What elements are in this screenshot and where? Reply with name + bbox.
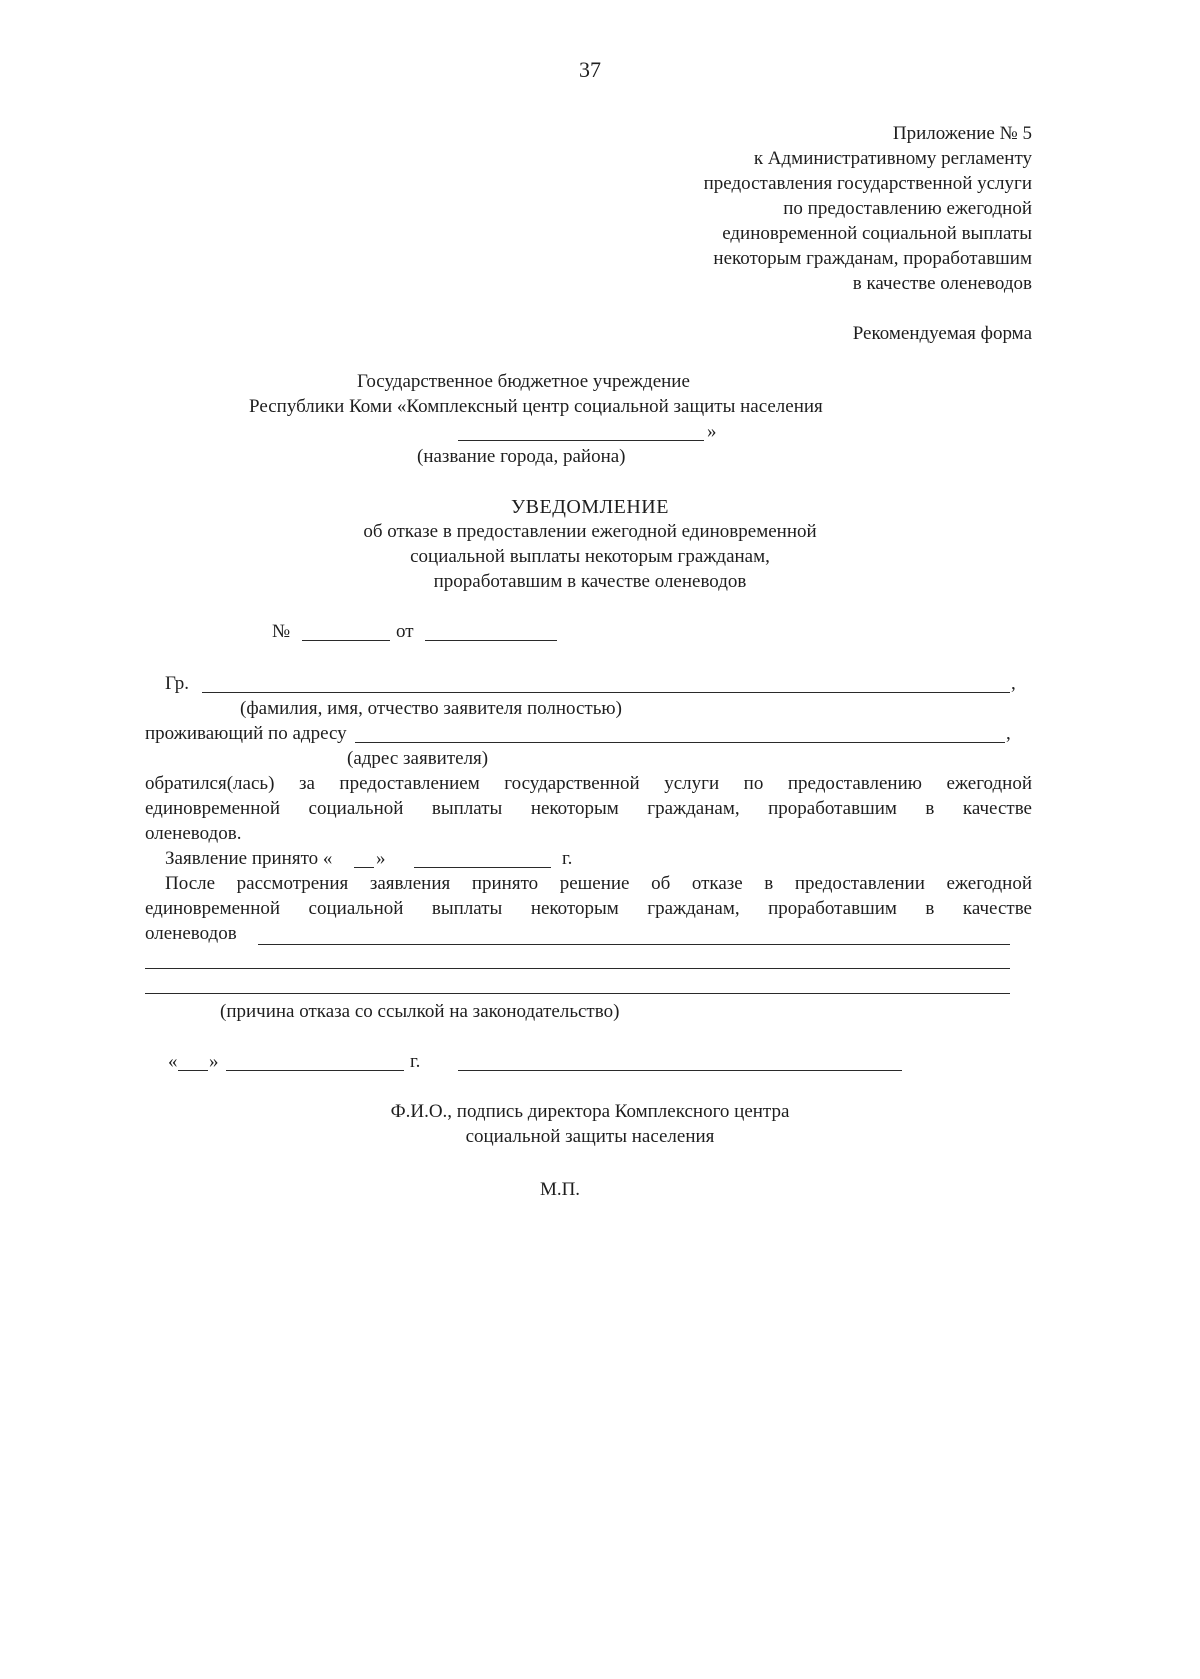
body-p1-line3: оленеводов. [145, 823, 242, 844]
appendix-line: единовременной социальной выплаты [722, 223, 1032, 244]
body-p2-line3: оленеводов [145, 923, 237, 944]
body-p2-line2: единовременной социальной выплаты некоторым гражданам, проработавшим в качестве [145, 898, 1032, 919]
sign-date-open-quote: « [168, 1051, 178, 1072]
appendix-line: некоторым гражданам, проработавшим [713, 248, 1032, 269]
accepted-day-blank [354, 867, 374, 868]
reason-blank-1 [258, 944, 1010, 945]
appendix-line: по предоставлению ежегодной [783, 198, 1032, 219]
notice-title: УВЕДОМЛЕНИЕ [511, 496, 669, 518]
appendix-line: в качестве оленеводов [852, 273, 1032, 294]
stamp-place-label: М.П. [539, 1179, 581, 1200]
recommended-form-label: Рекомендуемая форма [852, 323, 1032, 344]
signature-blank [458, 1070, 902, 1071]
address-prefix: проживающий по адресу [145, 723, 347, 744]
city-blank [458, 440, 704, 441]
citizen-comma: , [1011, 673, 1016, 694]
appendix-line: Приложение № 5 [892, 123, 1032, 144]
signature-caption-1: Ф.И.О., подпись директора Комплексного центра [390, 1101, 790, 1122]
sign-year-suffix: г. [410, 1051, 421, 1072]
accepted-month-blank [414, 867, 551, 868]
notice-subtitle-3: проработавшим в качестве оленеводов [433, 571, 747, 592]
city-caption: (название города, района) [417, 446, 626, 467]
notice-subtitle-2: социальной выплаты некоторым гражданам, [410, 546, 770, 567]
body-p1-line2: единовременной социальной выплаты некоторым гражданам, проработавшим в качестве [145, 798, 1032, 819]
address-blank [355, 742, 1005, 743]
number-sign: № [272, 621, 291, 642]
reason-caption: (причина отказа со ссылкой на законодательство) [220, 1001, 620, 1022]
reason-blank-3 [145, 993, 1010, 994]
address-caption: (адрес заявителя) [347, 748, 489, 769]
page-number: 37 [579, 57, 601, 82]
citizen-caption: (фамилия, имя, отчество заявителя полностью) [240, 698, 622, 719]
date-blank [425, 640, 557, 641]
signature-caption-2: социальной защиты населения [465, 1126, 715, 1147]
date-from-label: от [396, 621, 414, 642]
body-p1-line1: обратился(лась) за предоставлением государственной услуги по предоставлению ежегодной [145, 773, 1032, 794]
number-blank [302, 640, 390, 641]
reason-blank-2 [145, 968, 1010, 969]
appendix-line: предоставления государственной услуги [703, 173, 1032, 194]
accepted-mid: » [376, 848, 386, 869]
sign-month-blank [226, 1070, 404, 1071]
citizen-name-blank [202, 692, 1010, 693]
address-comma: , [1006, 723, 1011, 744]
sign-date-close-quote: » [209, 1051, 219, 1072]
citizen-prefix: Гр. [165, 673, 190, 694]
appendix-line: к Административному регламенту [753, 148, 1032, 169]
org-line-2: Республики Коми «Комплексный центр социальной защиты населения [249, 396, 823, 417]
notice-subtitle-1: об отказе в предоставлении ежегодной единовременной [363, 521, 817, 542]
org-close-quote: » [707, 421, 717, 442]
sign-day-blank [178, 1070, 208, 1071]
accepted-prefix: Заявление принято « [165, 848, 333, 869]
org-line-1: Государственное бюджетное учреждение [357, 371, 690, 392]
accepted-year-suffix: г. [562, 848, 573, 869]
body-p2-line1: После рассмотрения заявления принято решение об отказе в предоставлении ежегодной [165, 873, 1032, 894]
